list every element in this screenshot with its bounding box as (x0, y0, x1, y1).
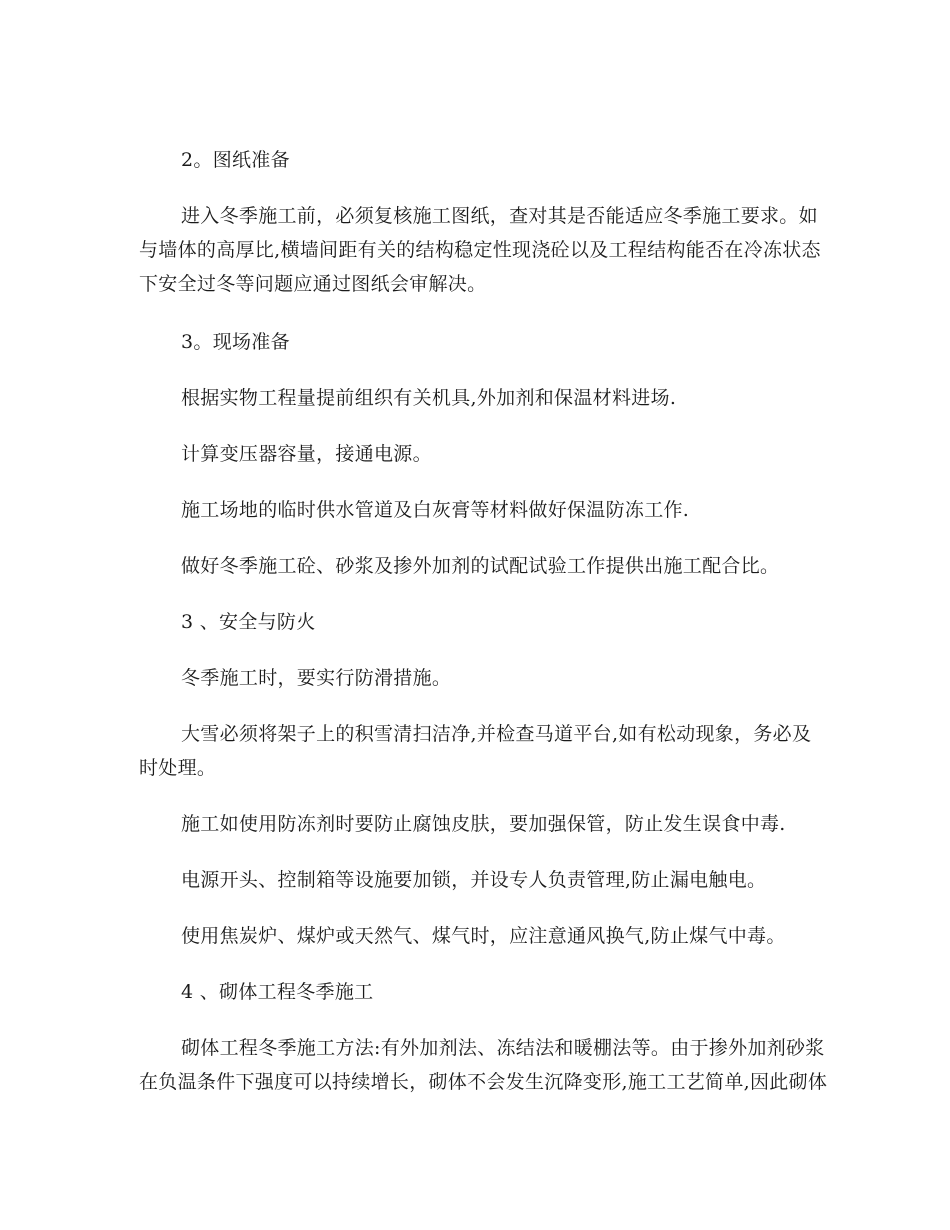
paragraph: 施工场地的临时供水管道及白灰膏等材料做好保温防冻工作. (181, 499, 690, 521)
paragraph: 根据实物工程量提前组织有关机具,外加剂和保温材料进场. (181, 387, 677, 409)
paragraph: 电源开头、控制箱等设施要加锁，并设专人负责管理,防止漏电触电。 (181, 869, 767, 891)
paragraph-line: 与墙体的高厚比,横墙间距有关的结构稳定性现浇砼以及工程结构能否在冷冻状态 (139, 239, 821, 261)
paragraph-line: 大雪必须将架子上的积雪清扫洁净,并检查马道平台,如有松动现象，务必及 (181, 723, 812, 745)
paragraph-line: 砌体工程冬季施工方法:有外加剂法、冻结法和暖棚法等。由于掺外加剂砂浆 (181, 1037, 825, 1059)
section-heading-masonry: 4 、砌体工程冬季施工 (181, 981, 374, 1003)
paragraph: 计算变压器容量，接通电源。 (181, 443, 432, 465)
section-heading-drawings: 2。图纸准备 (181, 149, 290, 171)
paragraph: 冬季施工时，要实行防滑措施。 (181, 667, 452, 689)
paragraph: 做好冬季施工砼、砂浆及掺外加剂的试配试验工作提供出施工配合比。 (181, 555, 780, 577)
section-heading-site: 3。现场准备 (181, 331, 290, 353)
paragraph-line: 在负温条件下强度可以持续增长，砌体不会发生沉降变形,施工工艺简单,因此砌体 (139, 1071, 828, 1093)
paragraph: 使用焦炭炉、煤炉或天然气、煤气时，应注意通风换气,防止煤气中毒。 (181, 925, 786, 947)
paragraph-line: 进入冬季施工前，必须复核施工图纸，查对其是否能适应冬季施工要求。如 (181, 205, 818, 227)
section-heading-safety: 3 、安全与防火 (181, 611, 316, 633)
paragraph: 施工如使用防冻剂时要防止腐蚀皮肤，要加强保管，防止发生误食中毒. (181, 813, 786, 835)
paragraph-line: 下安全过冬等问题应通过图纸会审解决。 (139, 273, 487, 295)
paragraph-line: 时处理。 (139, 757, 217, 779)
